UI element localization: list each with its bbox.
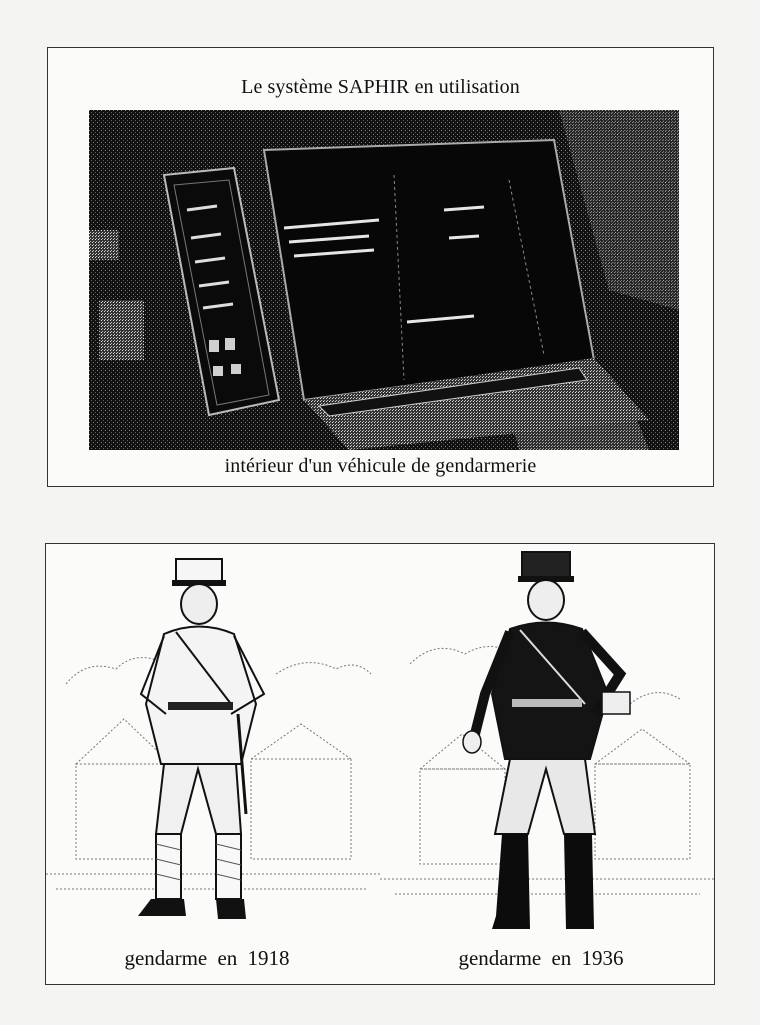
gendarme-illustration-panel (45, 543, 715, 985)
gendarme-1936-illustration (380, 544, 714, 944)
gendarme-1918-illustration (46, 544, 380, 944)
gendarme-1936-caption: gendarme en 1936 (458, 946, 624, 970)
gendarme-1918-caption: gendarme en 1918 (124, 946, 290, 970)
saphir-photo-panel (47, 47, 714, 487)
saphir-title: Le système SAPHIR en utilisation (241, 76, 520, 98)
vehicle-caption: intérieur d'un véhicule de gendarmerie (224, 455, 537, 477)
vehicle-interior-photo (89, 110, 679, 450)
